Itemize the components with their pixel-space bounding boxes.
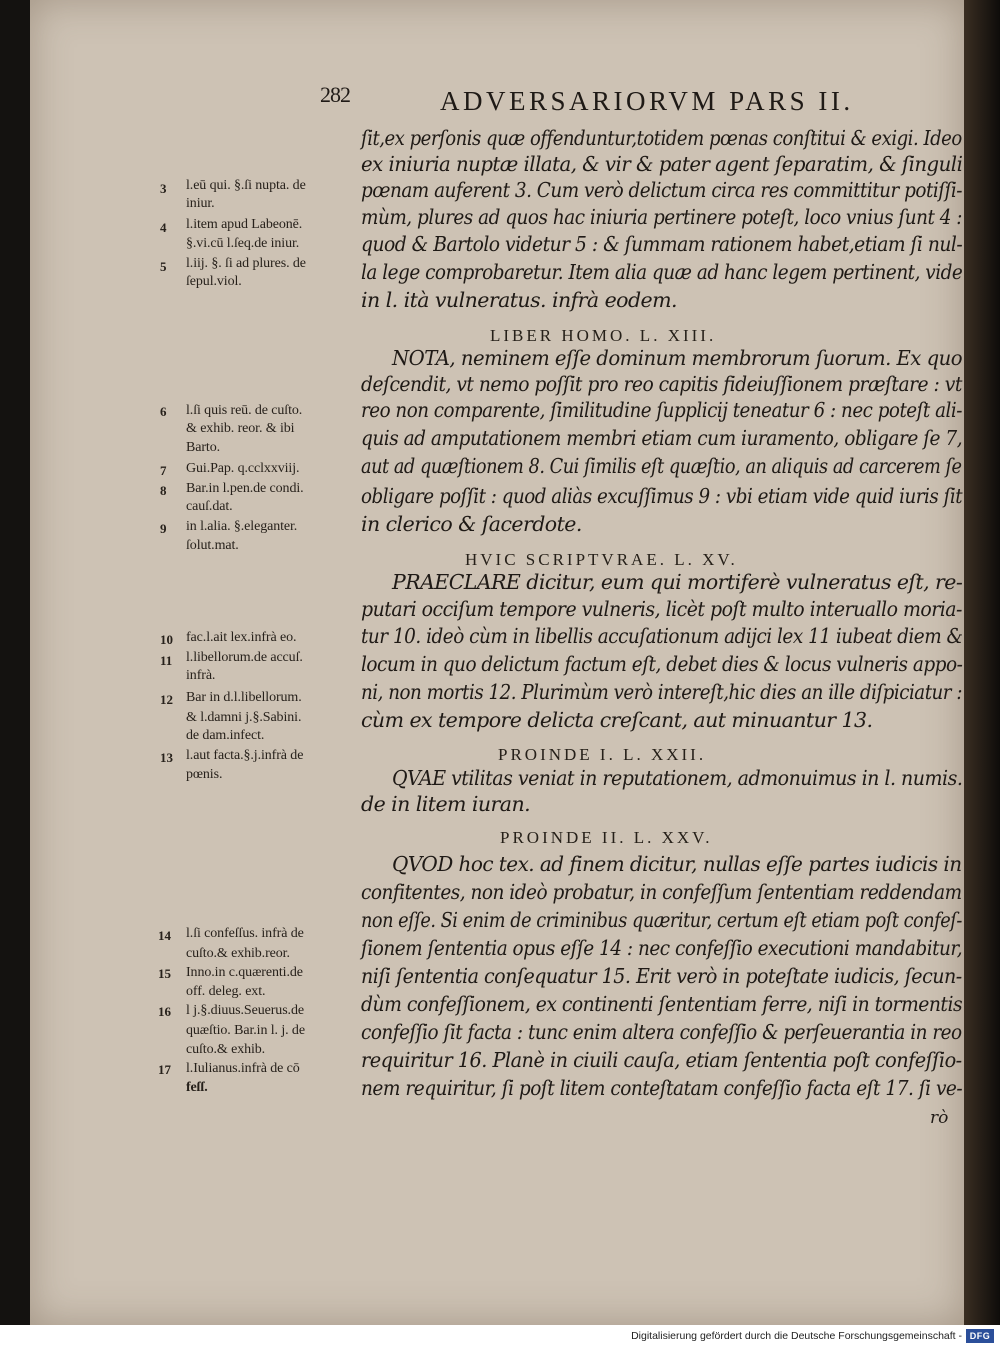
margin-note-line: l.eū qui. §.ſi nupta. de [186, 178, 306, 193]
margin-note-line: fac.l.ait lex.infrà eo. [186, 630, 297, 645]
body-line: locum in quo delictum factum eſt, debet dies & locus vulneris appo- [361, 652, 963, 676]
body-line: de in litem iuran. [361, 792, 531, 816]
page-gutter-shadow [964, 0, 1000, 1325]
footer-text: Digitalisierung gefördert durch die Deutsche Forschungsgemeinschaft - [631, 1330, 962, 1342]
margin-note-line: off. deleg. ext. [186, 984, 266, 999]
margin-note-line: l j.§.diuus.Seuerus.de [186, 1003, 304, 1018]
catchword: rò [930, 1108, 949, 1128]
body-line: QVAE vtilitas veniat in reputationem, admonuimus in l. numis. [392, 766, 963, 790]
margin-note-line: l.ſi confeſſus. infrà de [186, 926, 304, 941]
margin-note-number: 5 [160, 259, 167, 274]
body-line: mùm, plures ad quos hac iniuria pertinere poteſt, loco vnius ſunt 4 : [361, 205, 963, 229]
margin-note-number: 16 [158, 1004, 171, 1019]
margin-note-line: feſſ. [186, 1080, 208, 1095]
body-line: quod & Bartolo videtur 5 : & ſummam rationem habet,etiam ſi nul- [361, 232, 963, 256]
margin-note-line: l.Iulianus.infrà de cō [186, 1061, 300, 1076]
body-line: confitentes, non ideò probatur, in confeſſum ſententiam reddendam [361, 880, 962, 904]
margin-note-line: l.ſi quis reū. de cuſto. [186, 403, 303, 418]
margin-note-line: de dam.infect. [186, 728, 265, 743]
margin-note-line: l.aut facta.§.j.infrà de [186, 748, 304, 763]
body-line: tur 10. ideò cùm in libellis accuſationum adijci lex 11 iubeat diem & [361, 624, 963, 648]
margin-note-number: 4 [160, 220, 167, 235]
body-line: NOTA, neminem eſſe dominum membrorum ſuorum. Ex quo [392, 346, 963, 370]
margin-note-number: 17 [158, 1062, 171, 1077]
margin-note-number: 15 [158, 966, 171, 981]
body-line: cùm ex tempore delicta creſcant, aut minuantur 13. [361, 708, 873, 732]
body-line: in l. ità vulneratus. infrà eodem. [361, 288, 677, 312]
body-line: non eſſe. Si enim de criminibus quæritur, certum eſt etiam poſt confeſ- [361, 908, 962, 932]
body-line: confeſſio ſit facta : tunc enim altera confeſſio & perſeuerantia in reo [361, 1020, 962, 1044]
margin-note-number: 10 [160, 632, 173, 647]
margin-note-line: cuſto.& exhib. [186, 1042, 266, 1057]
body-line: putari occiſum tempore vulneris, licèt poſt multo interuallo moria- [361, 597, 962, 621]
body-line: PRAECLARE dicitur, eum qui mortiferè vulneratus eſt, re- [392, 570, 963, 594]
margin-note-number: 3 [160, 181, 167, 196]
page-number: 282 [320, 82, 350, 107]
margin-note-line: Bar in d.l.libellorum. [186, 690, 302, 705]
margin-note-line: infrà. [186, 668, 216, 683]
section-heading: PROINDE I. L. XXII. [498, 745, 707, 764]
margin-note-line: Bar.in l.pen.de condi. [186, 481, 304, 496]
margin-note-line: cauſ.dat. [186, 499, 233, 514]
margin-note-number: 7 [160, 463, 167, 478]
margin-note-number: 6 [160, 404, 167, 419]
body-line: niſi ſententia conſequatur 15. Erit verò in poteſtate iudicis, ſecun- [361, 964, 962, 988]
body-line: la lege comprobaretur. Item alia quæ ad hanc legem pertinent, vide [361, 260, 963, 284]
section-heading: LIBER HOMO. L. XIII. [490, 326, 717, 345]
margin-note-line: cuſto.& exhib.reor. [186, 946, 290, 961]
section-heading: HVIC SCRIPTVRAE. L. XV. [465, 550, 738, 569]
margin-note-line: Inno.in c.quærenti.de [186, 965, 303, 980]
margin-note-number: 11 [160, 653, 173, 668]
margin-note-line: l.item apud Labeonē. [186, 217, 303, 232]
body-line: quis ad amputationem membri etiam cum iuramento, obligare ſe 7, [361, 426, 963, 450]
margin-note-line: & l.damni j.§.Sabini. [186, 710, 302, 725]
margin-note-line: pœnis. [186, 767, 223, 782]
margin-note-line: l.iij. §. ſi ad plures. de [186, 256, 306, 271]
body-line: obligare poſſit : quod aliàs excuſſimus 9 : vbi etiam vide quid iuris ſit [361, 484, 963, 508]
body-line: reo non comparente, ſimilitudine ſupplicij teneatur 6 : nec poteſt ali- [361, 398, 962, 422]
section-heading: PROINDE II. L. XXV. [500, 828, 713, 847]
margin-note-line: & exhib. reor. & ibi [186, 421, 295, 436]
margin-note-line: in l.alia. §.eleganter. [186, 519, 298, 534]
margin-note-line: ſolut.mat. [186, 538, 239, 553]
body-line: nem requiritur, ſi poſt litem conteſtatam confeſſio facta eſt 17. ſi ve- [361, 1076, 963, 1100]
margin-note-line: l.libellorum.de accuſ. [186, 650, 303, 665]
dfg-logo: DFG [966, 1329, 994, 1343]
margin-note-number: 12 [160, 692, 173, 707]
margin-note-line: Barto. [186, 440, 221, 455]
body-line: ni, non mortis 12. Plurimùm verò intereſt,hic dies an ille diſpiciatur : [361, 680, 963, 704]
body-line: ſionem ſententia opus eſſe 14 : nec confeſſio executioni mandabitur, [361, 936, 963, 960]
margin-note-line: Gui.Pap. q.cclxxviij. [186, 461, 300, 476]
body-line: pœnam auferent 3. Cum verò delictum circa res committitur potiſſi- [361, 178, 963, 202]
margin-note-line: §.vi.cū l.ſeq.de iniur. [186, 236, 300, 251]
body-line: QVOD hoc tex. ad finem dicitur, nullas eſſe partes iudicis in [392, 852, 962, 876]
body-line: requiritur 16. Planè in ciuili cauſa, etiam ſententia poſt confeſſio- [361, 1048, 962, 1072]
margin-note-number: 8 [160, 483, 167, 498]
body-line: dùm confeſſionem, ex continenti ſententiam ferre, niſi in tormentis [361, 992, 963, 1016]
body-line: aut ad quæſtionem 8. Cui ſimilis eſt quæſtio, an aliquis ad carcerem ſe [361, 454, 962, 478]
running-title: ADVERSARIORVM PARS II. [440, 86, 854, 116]
digitization-footer [0, 1325, 1000, 1347]
margin-note-line: quæſtio. Bar.in l. j. de [186, 1023, 305, 1038]
margin-note-line: ſepul.viol. [186, 274, 242, 289]
body-line: ſit,ex perſonis quæ offenduntur,totidem pœnas conſtitui & exigi. Ideo [361, 126, 962, 150]
margin-note-number: 9 [160, 521, 167, 536]
margin-note-line: iniur. [186, 196, 215, 211]
body-line: deſcendit, vt nemo poſſit pro reo capitis fideiuſſionem præſtare : vt [361, 372, 962, 396]
margin-note-number: 14 [158, 928, 171, 943]
body-line: ex iniuria nuptæ illata, & vir & pater agent ſeparatim, & ſinguli [361, 152, 963, 176]
body-line: in clerico & ſacerdote. [361, 512, 582, 536]
margin-note-number: 13 [160, 750, 173, 765]
